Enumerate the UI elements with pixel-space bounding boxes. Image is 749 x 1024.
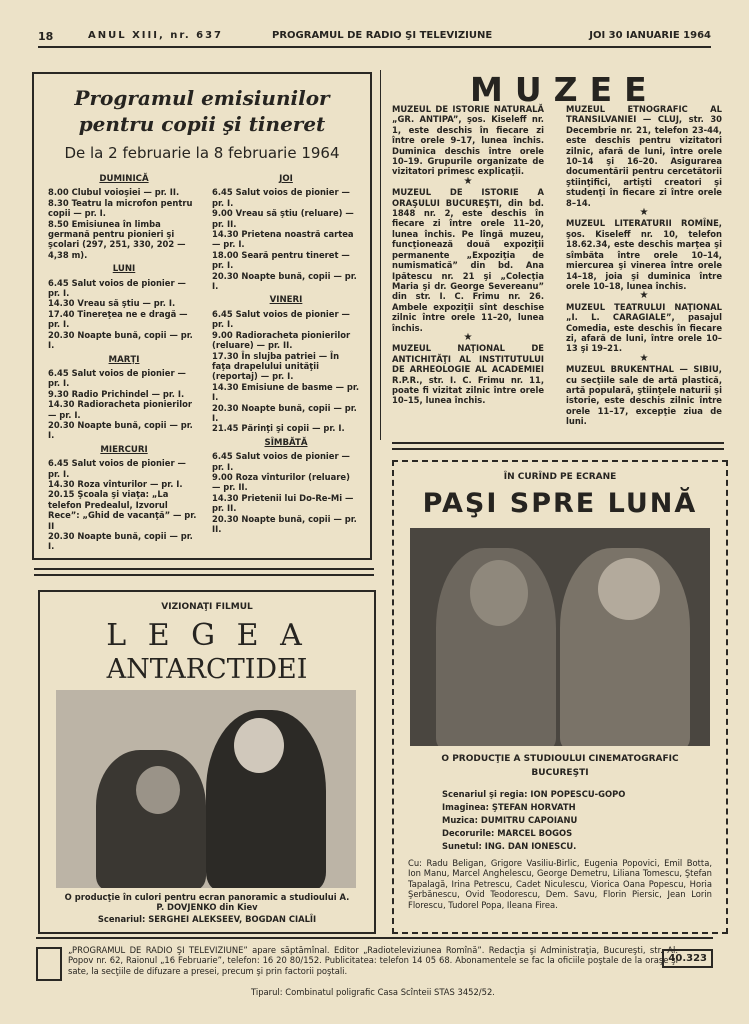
program-entry: 17.30 În slujba patriei — În faţa drapelului unităţii (reportaj) — pr. I. <box>212 350 340 382</box>
program-entry: 18.00 Seară pentru tineret — pr. I. <box>212 249 350 271</box>
film-cast: Cu: Radu Beligan, Grigore Vasiliu-Birlic, Eugenia Popovici, Emil Botta, Ion Manu, Marcel Anghelescu, George Demetru, Liliana Tomescu, Ştefan Tapalagă, Irina Petrescu, Cadet Niculescu, Viorica Oana Popescu, Horia Şerbănescu, Ovid Teodorescu, Dem. Savu, Florin Piersic, Jean Lorin Florescu, Tudorel Popa, Ileana Firea. <box>408 858 712 910</box>
program-entry: 6.45 Salut voios de pionier — pr. I. <box>212 451 350 472</box>
film-title-line1: L E G E A <box>106 618 308 653</box>
film-still-photo <box>410 528 710 746</box>
program-title-line1: Programul emisiunilor <box>74 86 330 110</box>
museums-title: MUZEE <box>470 70 659 109</box>
museum-listing: MUZEUL DE ISTORIE A ORAŞULUI BUCUREŞTI, din bd. 1848 nr. 2, este deschis în fiecare zi între orele 11–20, lunea închis. Pe lîngă muzeu, funcţionează două expoziţii permanente „Expoziţia de numismatică” din bd. Ana Ipătescu nr. 21 şi „Colecţia Maria şi dr. George Severeanu” din str. I. C. Frimu nr. 26. Ambele expoziţii sînt deschise zilnic între orele 11–20, lunea închis. <box>392 187 544 333</box>
program-entry: 9.30 Radio Prichindel — pr. I. <box>48 388 185 399</box>
production-line1: O PRODUCŢIE A STUDIOULUI CINEMATOGRAFIC <box>441 754 679 764</box>
film-scenario: Scenariul: SERGHEI ALEKSEEV, BOGDAN CIALÎI <box>97 914 317 924</box>
star-separator-icon: ★ <box>639 207 649 219</box>
program-entry: 8.30 Teatru la microfon pentru copii — pr. I. <box>48 197 193 219</box>
program-entry: 6.45 Salut voios de pionier — pr. I. <box>48 367 186 389</box>
column-divider <box>380 70 381 440</box>
program-entry: 14.30 Roza vînturilor — pr. I. <box>48 478 183 489</box>
program-entry: 14.30 Prietena noastră cartea — pr. I. <box>212 229 354 250</box>
program-entry: 14.30 Emisiune de basme — pr. I. <box>212 381 360 403</box>
program-entry: 6.45 Salut voios de pionier — pr. I. <box>212 187 350 208</box>
program-day-heading: VINERI <box>269 295 303 306</box>
film-title: PAŞI SPRE LUNĂ <box>422 488 698 519</box>
program-entry: 17.40 Tinereţea ne e dragă — pr. I. <box>48 308 188 330</box>
program-entry: 14.30 Radioracheta pionierilor — pr. I. <box>48 399 192 420</box>
museum-listing: MUZEUL DE ISTORIE NATURALĂ „GR. ANTIPA”, şos. Kiseleff nr. 1, este deschis în fiecare zi între orele 9–17, lunea închis. Duminica deschis între orele 10–19. Grupurile organizate de vizitatori primesc explicaţii. <box>392 104 544 177</box>
header-rule <box>38 46 711 48</box>
credit-line: Sunetul: ING. DAN IONESCU. <box>442 841 577 851</box>
museums-right-column <box>566 104 722 427</box>
section-rule <box>34 568 374 570</box>
program-entry: 20.30 Noapte bună, copii — pr. II. <box>212 513 357 534</box>
film-ad-legea-antarctidei <box>38 590 376 934</box>
program-entry: 20.30 Noapte bună, copii — pr. I. <box>212 270 357 292</box>
page-header <box>38 26 711 48</box>
program-day-heading: DUMINICĂ <box>99 174 149 184</box>
film-caption: O producţie în culori pentru ecran panoramic a studioului A. P. DOVJENKO din Kiev <box>64 892 350 913</box>
publication-name: PROGRAMUL DE RADIO ŞI TELEVIZIUNE <box>272 30 493 41</box>
star-separator-icon: ★ <box>639 352 649 364</box>
program-entry: 20.30 Noapte bună, copii — pr. I. <box>212 402 357 423</box>
film-kicker: VIZIONAŢI FILMUL <box>161 602 253 612</box>
credit-line: Scenariul şi regia: ION POPESCU-GOPO <box>442 789 626 799</box>
museums-left-column <box>392 104 544 406</box>
program-day-heading: SÎMBĂTĂ <box>264 437 308 448</box>
program-entry: 6.45 Salut voios de pionier — pr. I. <box>48 458 186 479</box>
program-day-heading: MIERCURI <box>100 444 148 455</box>
museum-listing: MUZEUL BRUKENTHAL — SIBIU, cu secţiile sale de artă plastică, artă populară, ştiinţele naturii şi istorie, este deschis zilnic între orele 11–17, excepţie ziua de luni. <box>566 364 722 427</box>
museum-listing: MUZEUL ETNOGRAFIC AL TRANSILVANIEI — CLUJ, str. 30 Decembrie nr. 21, telefon 23-44, este deschis pentru vizitatori zilnic, afară de luni, între orele 10–14 şi 16–20. Asigurarea documentării pentru cercetătorii ştiinţifici, artişti creatori şi studenţi în fiecare zi între orele 8–14. <box>566 104 722 208</box>
program-entry: 20.30 Noapte bună, copii — pr. I. <box>48 329 193 351</box>
page-number: 18 <box>38 30 54 43</box>
credit-line: Decorurile: MARCEL BOGOS <box>442 828 573 838</box>
children-program-box <box>32 72 372 560</box>
program-entry: 14.30 Vreau să ştiu — pr. I. <box>48 298 176 309</box>
publisher-logo-icon <box>36 947 62 981</box>
program-day-heading: JOI <box>279 174 293 184</box>
page-footer <box>36 937 713 1005</box>
section-rule <box>392 448 724 450</box>
credit-line: Muzica: DUMITRU CAPOIANU <box>442 815 578 825</box>
film-credits <box>442 788 702 853</box>
program-left-column <box>48 170 200 552</box>
program-entry: 20.30 Noapte bună, copii — pr. I. <box>48 531 193 552</box>
star-separator-icon: ★ <box>463 331 473 343</box>
production-line2: BUCUREŞTI <box>531 768 589 778</box>
program-right-column <box>212 170 360 534</box>
program-title-line2: pentru copii şi tineret <box>78 112 326 136</box>
star-separator-icon: ★ <box>639 290 649 302</box>
credit-line: Imaginea: ŞTEFAN HORVATH <box>442 802 576 812</box>
program-entry: 21.45 Părinţi şi copii — pr. I. <box>212 423 345 434</box>
film-kicker: ÎN CURÎND PE ECRANE <box>503 472 617 482</box>
program-entry: 20.30 Noapte bună, copii — pr. I. <box>48 419 193 441</box>
footer-code-badge: 40.323 <box>662 949 713 968</box>
program-entry: 9.00 Roza vînturilor (reluare) — pr. II. <box>212 471 350 493</box>
film-ad-pasi-spre-luna <box>392 460 728 934</box>
program-entry: 20.15 Şcoala şi viaţa: „La telefon Predealul, Izvorul Rece”: „Ghid de vacanţă” — pr. II <box>48 489 197 531</box>
section-rule <box>392 442 724 444</box>
program-entry: 6.45 Salut voios de pionier — pr. I. <box>48 277 186 299</box>
museum-listing: MUZEUL LITERATURII ROMÎNE, şos. Kiseleff nr. 10, telefon 18.62.34, este deschis marţea şi sîmbăta între orele 10–14, miercurea şi vinerea între orele 14–18, joia şi duminica între orele 10–18, lunea închis. <box>566 218 722 291</box>
program-entry: 9.00 Vreau să ştiu (reluare) — pr. II. <box>212 208 354 229</box>
program-entry: 9.00 Radioracheta pionierilor (reluare) — pr. II. <box>212 329 351 351</box>
program-entry: 14.30 Prietenii lui Do-Re-Mi — pr. II. <box>212 492 354 514</box>
star-separator-icon: ★ <box>463 175 473 187</box>
film-title-line2: ANTARCTIDEI <box>106 654 308 685</box>
footer-printer: Tiparul: Combinatul poligrafic Casa Scînteii STAS 3452/52. <box>251 987 495 997</box>
museum-listing: MUZEUL TEATRULUI NAŢIONAL „I. L. CARAGIALE”, pasajul Comedia, este deschis în fiecare zi, afară de luni, între orele 10–13 şi 19–21. <box>566 301 722 354</box>
section-rule <box>34 574 374 576</box>
program-day-heading: MARŢI <box>108 354 140 365</box>
program-entry: 8.00 Clubul voioşiei — pr. II. <box>48 187 180 198</box>
film-still-photo <box>56 690 356 888</box>
issue-date: JOI 30 IANUARIE 1964 <box>589 30 711 41</box>
program-day-heading: LUNI <box>112 264 136 275</box>
program-entry: 8.50 Emisiunea în limba germană pentru pionieri şi şcolari (297, 251, 330, 202 — 4,38 m). <box>48 218 186 260</box>
issue-number: ANUL XIII, nr. 637 <box>88 30 224 41</box>
museum-listing: MUZEUL NAŢIONAL DE ANTICHITĂŢI AL INSTITUTULUI DE ARHEOLOGIE AL ACADEMIEI R.P.R., str. I. C. Frimu nr. 11, poate fi vizitat zilnic între orele 10–15, lunea închis. <box>392 343 544 406</box>
footer-imprint: „PROGRAMUL DE RADIO ŞI TELEVIZIUNE” apare săptămînal. Editor „Radioteleviziunea Romînă”. Redacţia şi Administraţia, Bucureşti, str. Al. Popov nr. 62, Raionul „16 Februarie”, telefon: 16 20 80/152. Publicitatea: telefon 14 05 68. Abonamentele se fac la oficiile poştale de la oraşe şi sate, la secţiile de difuzare a presei, precum şi prin factorii poştali. <box>68 945 678 976</box>
program-entry: 6.45 Salut voios de pionier — pr. I. <box>212 308 350 330</box>
program-dates: De la 2 februarie la 8 februarie 1964 <box>64 144 340 162</box>
